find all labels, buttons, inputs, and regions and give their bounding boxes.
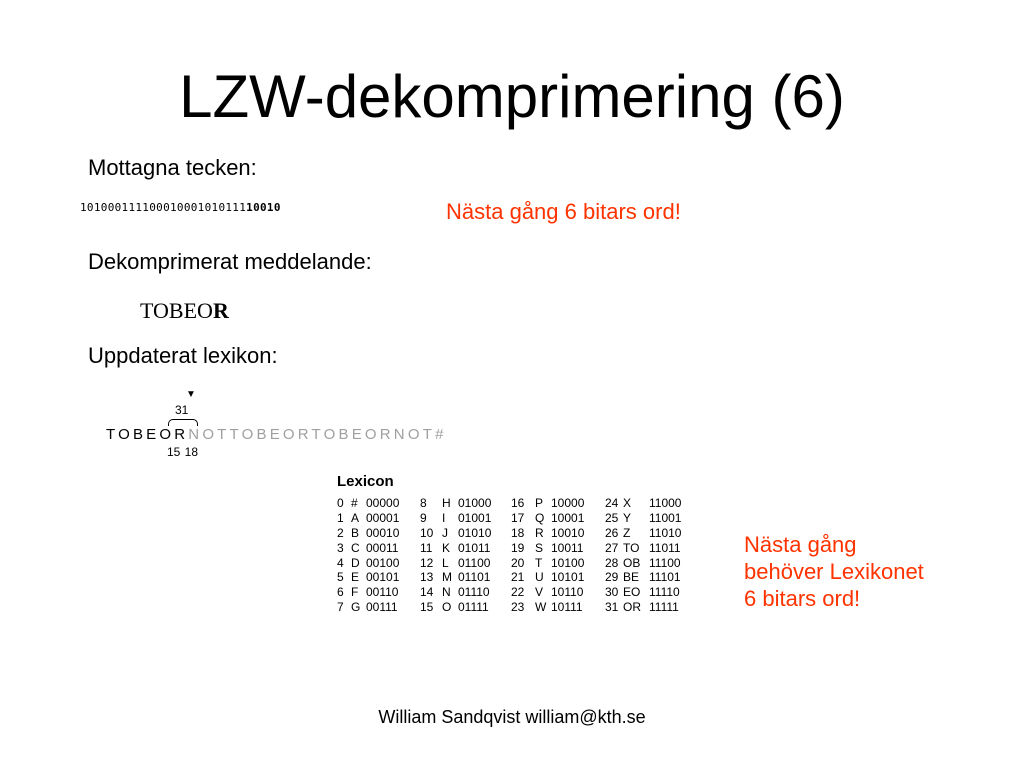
- lexicon-symbol: #: [351, 496, 358, 510]
- lexicon-index: 20: [511, 555, 525, 570]
- lexicon-index: 5: [337, 570, 344, 585]
- lexicon-code: 11000: [649, 496, 682, 510]
- lexicon-symbol: D: [351, 555, 360, 570]
- lexicon-code: 01101: [458, 570, 491, 585]
- lexicon-symbol: BE: [623, 570, 640, 585]
- lexicon-symbol: E: [351, 570, 360, 585]
- lexicon-index: 7: [337, 600, 344, 615]
- lexicon-code: 10011: [551, 540, 584, 555]
- lexicon-symbol: Q: [535, 510, 545, 525]
- lexicon-code: 00011: [366, 540, 399, 555]
- marker-index: 31: [175, 403, 189, 417]
- lexicon-index: 17: [511, 510, 525, 525]
- lexicon-code: 01011: [458, 540, 491, 555]
- marker-positions: 15 18: [167, 445, 199, 459]
- lexicon-symbol: Y: [623, 510, 632, 525]
- lexicon-symbol: H: [442, 496, 451, 510]
- lexicon-symbol: OR: [623, 600, 641, 615]
- lexicon-index: 10: [420, 525, 434, 540]
- received-label: Mottagna tecken:: [88, 155, 257, 180]
- lexicon-code: 00000: [366, 496, 400, 510]
- lexicon-index: 6: [337, 585, 344, 600]
- lexicon-code: 11010: [649, 525, 682, 540]
- received-bits-current: 10010: [246, 201, 281, 214]
- lexicon-code: 01010: [458, 525, 492, 540]
- brace-icon: [168, 419, 198, 426]
- lexicon-code: 11111: [649, 600, 679, 615]
- lexicon-index: 12: [420, 555, 434, 570]
- note-bottom-line: Nästa gång: [744, 532, 857, 557]
- lexicon-index: 30: [605, 585, 619, 600]
- lexicon-index: 21: [511, 570, 525, 585]
- lexicon-symbol: L: [442, 555, 449, 570]
- lexicon-symbol: S: [535, 540, 544, 555]
- lexicon-index: 29: [605, 570, 619, 585]
- message-previous: TOBEO: [140, 298, 213, 323]
- lexicon-symbol: K: [442, 540, 451, 555]
- lexicon-symbol: J: [442, 525, 448, 540]
- lexicon-symbol: R: [535, 525, 544, 540]
- lexicon-symbol: X: [623, 496, 632, 510]
- lexicon-index: 2: [337, 525, 344, 540]
- lexicon-code: 00110: [366, 585, 399, 600]
- lexicon-code: 01110: [458, 585, 490, 600]
- lexicon-symbol: I: [442, 510, 446, 525]
- note-bottom-line: behöver Lexikonet: [744, 559, 924, 584]
- lexicon-symbol: G: [351, 600, 361, 615]
- lexicon-code: 10101: [551, 570, 585, 585]
- lexicon-index: 25: [605, 510, 619, 525]
- lexicon-code: 00111: [366, 600, 398, 615]
- lexicon-code: 10010: [551, 525, 585, 540]
- lexicon-symbol: N: [442, 585, 451, 600]
- decompressed-message: [140, 298, 229, 324]
- lexicon-symbol: M: [442, 570, 452, 585]
- updated-label: Uppdaterat lexikon:: [88, 343, 278, 368]
- lexicon-code: 00001: [366, 510, 400, 525]
- decompressed-label: Dekomprimerat meddelande:: [88, 249, 372, 274]
- lexicon-index: 14: [420, 585, 434, 600]
- lexicon-code: 00100: [366, 555, 400, 570]
- lexicon-index: 22: [511, 585, 525, 600]
- lexicon-code: 01111: [458, 600, 489, 615]
- lexicon-index: 11: [420, 540, 433, 555]
- lexicon-symbol: Z: [623, 525, 631, 540]
- received-bits: [80, 201, 281, 214]
- lexicon-index: 23: [511, 600, 525, 615]
- note-top: Nästa gång 6 bitars ord!: [446, 199, 681, 224]
- lexicon-code: 00101: [366, 570, 400, 585]
- lexicon-symbol: U: [535, 570, 544, 585]
- lexicon-code: 10110: [551, 585, 584, 600]
- position-arrow-icon: ▼: [186, 389, 196, 400]
- lexicon-symbol: C: [351, 540, 360, 555]
- lexicon-code: 11100: [649, 555, 681, 570]
- note-bottom-line: 6 bitars ord!: [744, 586, 861, 611]
- lexicon-symbol: T: [535, 555, 543, 570]
- lexicon-code: 11110: [649, 585, 680, 600]
- lexicon-index: 31: [605, 600, 619, 615]
- lexicon-symbol: V: [535, 585, 544, 600]
- lexicon-symbol: F: [351, 585, 359, 600]
- lexicon-code: 10111: [551, 600, 583, 615]
- lexicon-index: 18: [511, 525, 525, 540]
- lexicon-index: 4: [337, 555, 344, 570]
- received-bits-consumed: 101000111100010001010111: [80, 201, 247, 214]
- lexicon-index: 24: [605, 496, 619, 510]
- footer: William Sandqvist william@kth.se: [378, 707, 646, 727]
- slide-title: LZW-dekomprimering (6): [179, 63, 845, 130]
- lexicon-index: 15: [420, 600, 434, 615]
- lexicon-symbol: B: [351, 525, 360, 540]
- sequence-processed: TOBEOR: [106, 426, 189, 443]
- lexicon-code: 10000: [551, 496, 585, 510]
- lexicon-symbol: W: [535, 600, 547, 615]
- note-bottom: [744, 531, 924, 612]
- lexicon-symbol: TO: [623, 540, 640, 555]
- sequence-pending: NOTTOBEORTOBEORNOT#: [188, 426, 447, 443]
- lexicon-code: 10100: [551, 555, 585, 570]
- lexicon-index: 16: [511, 496, 525, 510]
- input-sequence: [106, 426, 447, 443]
- lexicon-code: 01001: [458, 510, 492, 525]
- lexicon-index: 8: [420, 496, 427, 510]
- lexicon-index: 9: [420, 510, 427, 525]
- lexicon-index: 26: [605, 525, 619, 540]
- lexicon-symbol: O: [442, 600, 452, 615]
- lexicon-index: 3: [337, 540, 344, 555]
- lexicon-code: 01000: [458, 496, 492, 510]
- lexicon-index: 27: [605, 540, 619, 555]
- lexicon-code: 01100: [458, 555, 491, 570]
- lexicon-code: 11011: [649, 540, 681, 555]
- lexicon-code: 00010: [366, 525, 400, 540]
- lexicon-symbol: A: [351, 510, 360, 525]
- lexicon-index: 13: [420, 570, 434, 585]
- lexicon-index: 28: [605, 555, 619, 570]
- lexicon-code: 10001: [551, 510, 585, 525]
- lexicon-code: 11001: [649, 510, 682, 525]
- lexicon-index: 1: [337, 510, 344, 525]
- lexicon-symbol: P: [535, 496, 544, 510]
- lexicon-symbol: OB: [623, 555, 641, 570]
- message-new-char: R: [212, 298, 229, 323]
- lexicon-code: 11101: [649, 570, 681, 585]
- lexicon-title: Lexicon: [337, 473, 394, 490]
- lexicon-index: 19: [511, 540, 525, 555]
- lexicon-symbol: EO: [623, 585, 641, 600]
- lexicon-index: 0: [337, 496, 344, 510]
